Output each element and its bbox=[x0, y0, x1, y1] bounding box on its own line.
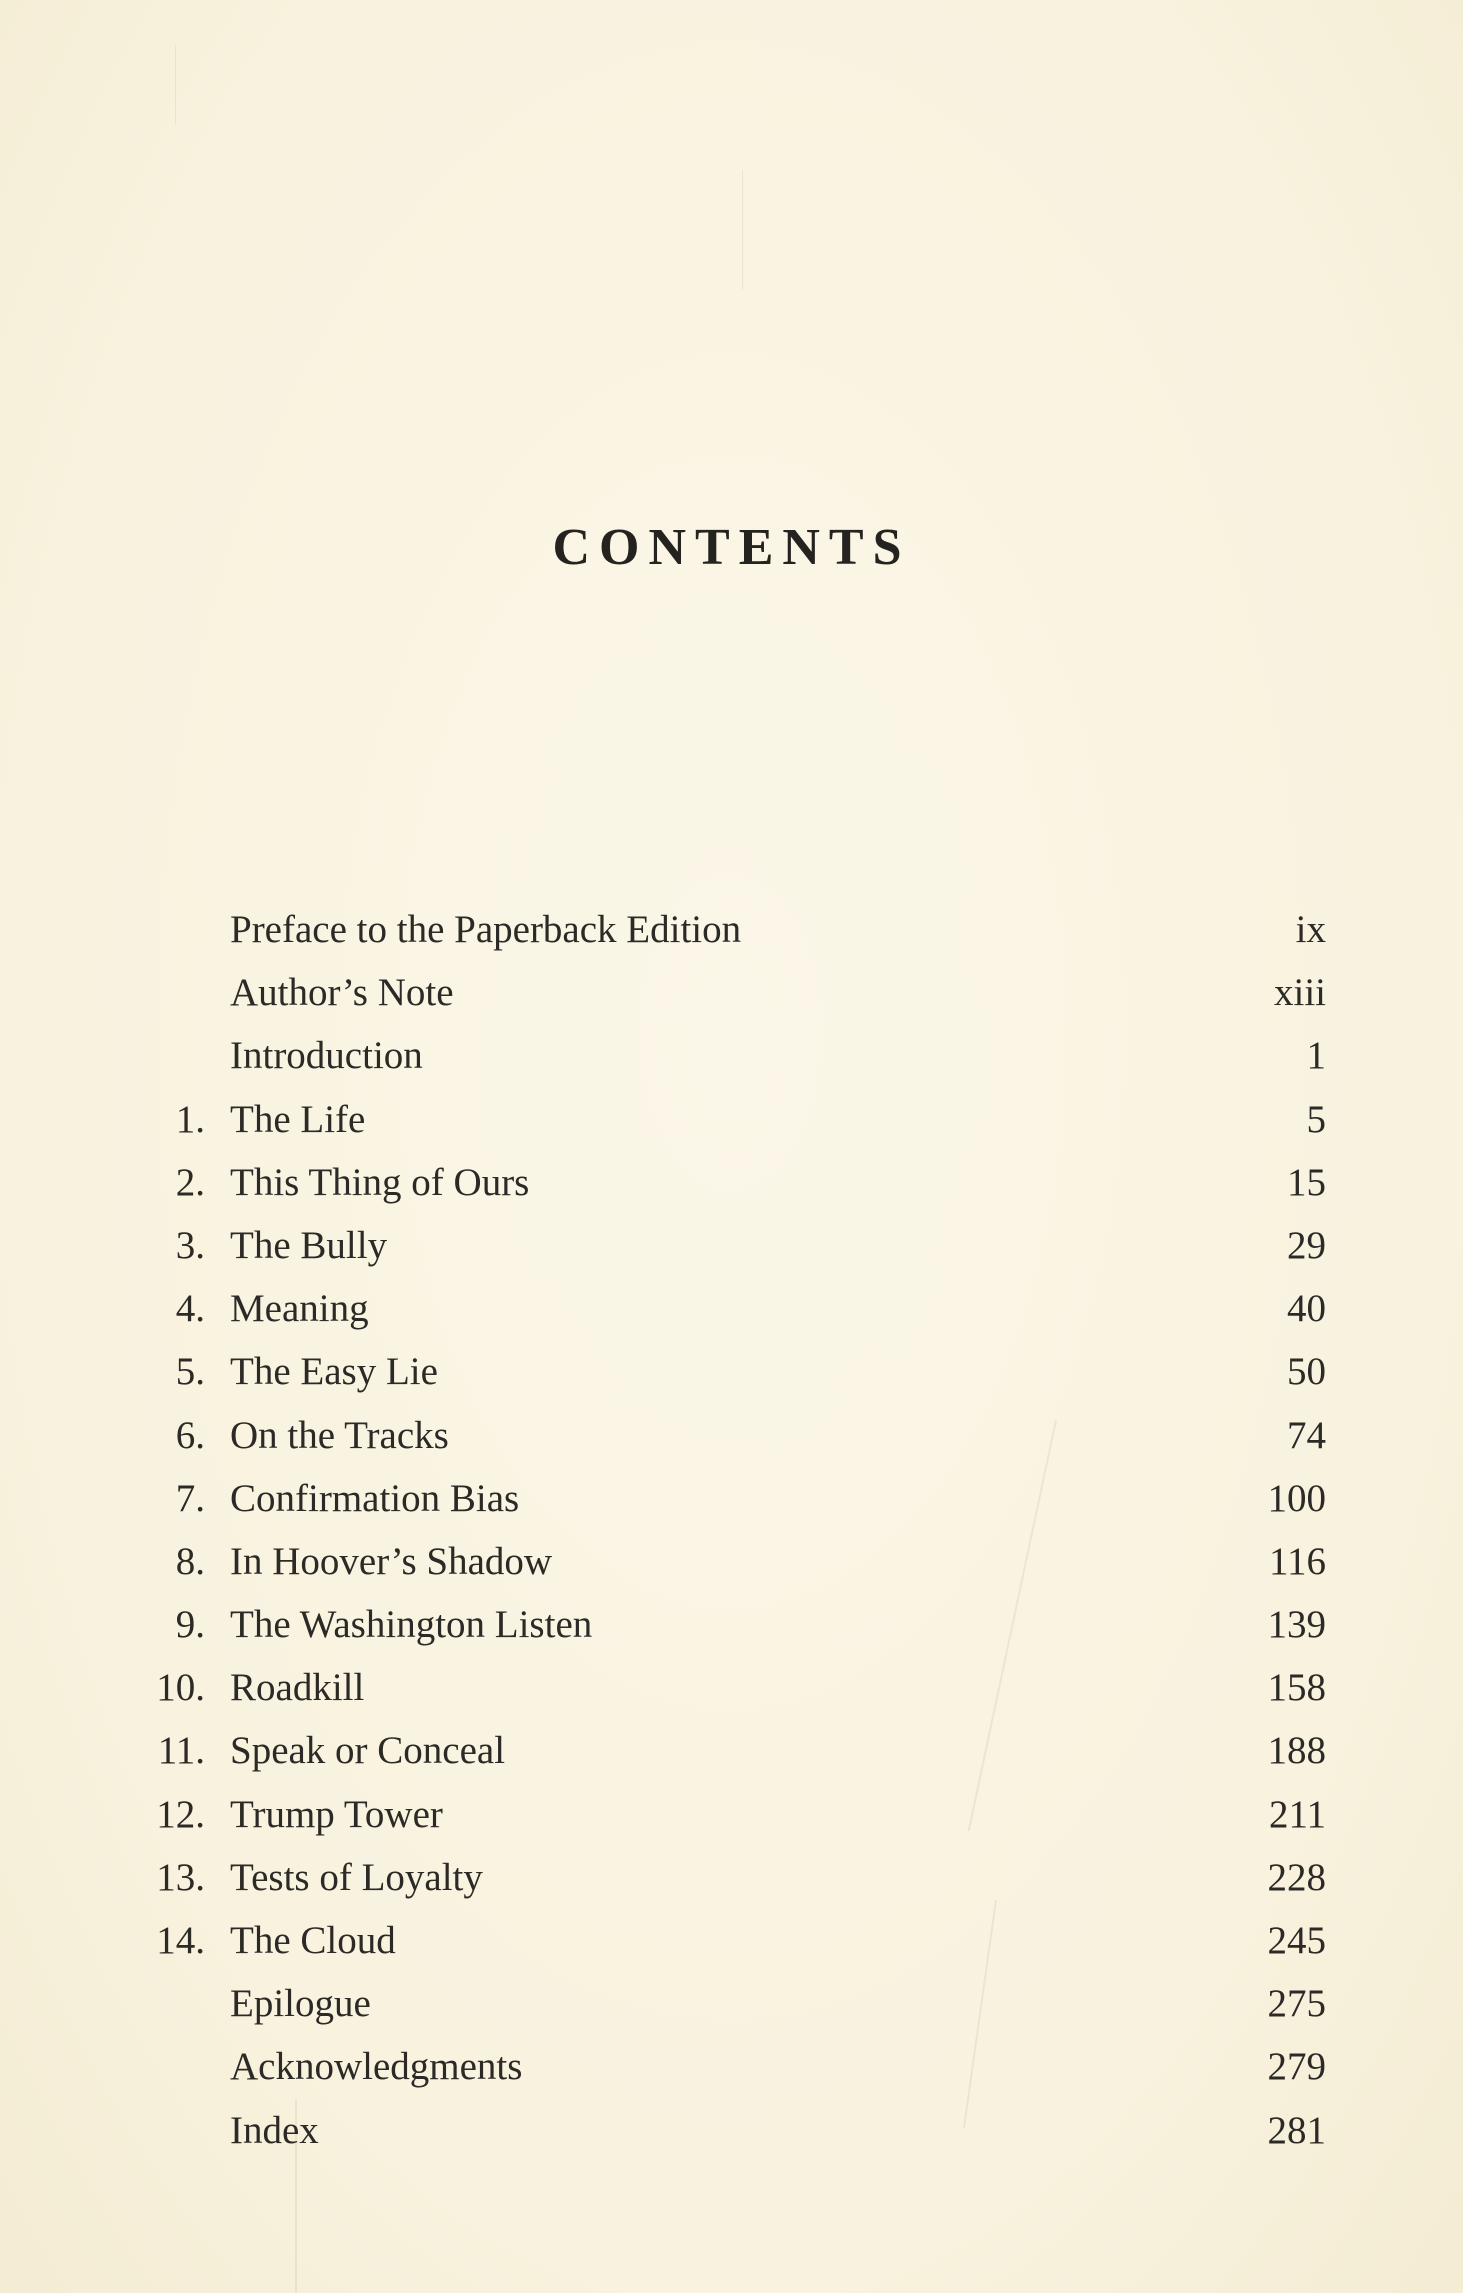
toc-entry-chapter-7[interactable] bbox=[0, 1467, 1463, 1530]
toc-entry-number: 1. bbox=[175, 1097, 205, 1141]
toc-entry-number: 7. bbox=[175, 1476, 205, 1520]
toc-entry-authors-note[interactable] bbox=[0, 961, 1463, 1024]
page-title: CONTENTS bbox=[552, 519, 911, 576]
toc-entry-chapter-12[interactable] bbox=[0, 1783, 1463, 1846]
toc-entry-number: 4. bbox=[175, 1287, 205, 1331]
toc-entry-number: 10. bbox=[156, 1666, 205, 1710]
toc-entry-page: 245 bbox=[1267, 1919, 1326, 1962]
toc-entry-chapter-6[interactable] bbox=[0, 1404, 1463, 1467]
toc-entry-number: 3. bbox=[175, 1223, 205, 1267]
toc-entry-chapter-13[interactable] bbox=[0, 1846, 1463, 1909]
toc-entry-title: Author’s Note bbox=[230, 971, 454, 1015]
toc-entry-title: Epilogue bbox=[230, 1982, 371, 2026]
toc-entry-page: 5 bbox=[1306, 1097, 1326, 1141]
toc-entry-title: Speak or Conceal bbox=[230, 1729, 506, 1773]
toc-entry-title: Roadkill bbox=[230, 1666, 365, 1710]
toc-entry-number: 9. bbox=[175, 1603, 205, 1647]
toc-entry-page: 15 bbox=[1287, 1160, 1326, 1204]
toc-entry-page: 281 bbox=[1267, 2108, 1326, 2152]
toc-entry-number: 12. bbox=[156, 1792, 205, 1836]
toc-entry-title: The Washington Listen bbox=[230, 1603, 593, 1647]
toc-entry-title: Preface to the Paperback Edition bbox=[230, 908, 742, 951]
paper-crease bbox=[742, 170, 743, 290]
toc-entry-chapter-2[interactable] bbox=[0, 1151, 1463, 1214]
toc-entry-page: 50 bbox=[1287, 1350, 1326, 1394]
toc-entry-number: 11. bbox=[157, 1729, 205, 1773]
toc-entry-title: The Cloud bbox=[230, 1919, 396, 1962]
toc-entry-page: 279 bbox=[1267, 2045, 1326, 2089]
toc-entry-page: 100 bbox=[1267, 1476, 1326, 1520]
toc-entry-chapter-10[interactable] bbox=[0, 1656, 1463, 1719]
toc-entry-page: 228 bbox=[1267, 1855, 1326, 1899]
toc-entry-title: Tests of Loyalty bbox=[230, 1855, 483, 1899]
toc-entry-title: Trump Tower bbox=[230, 1792, 443, 1836]
toc-entry-title: This Thing of Ours bbox=[230, 1160, 530, 1204]
toc-entry-chapter-11[interactable] bbox=[0, 1719, 1463, 1782]
toc-entry-number: 14. bbox=[156, 1919, 205, 1962]
paper-crease bbox=[175, 45, 176, 125]
toc-entry-page: ix bbox=[1295, 908, 1326, 951]
toc-entry-chapter-9[interactable] bbox=[0, 1593, 1463, 1656]
toc-entry-title: Meaning bbox=[230, 1287, 369, 1331]
toc-entry-index[interactable] bbox=[0, 2099, 1463, 2162]
toc-entry-page: 1 bbox=[1306, 1034, 1326, 1078]
toc-entry-page: 275 bbox=[1267, 1982, 1326, 2026]
toc-entry-page: 139 bbox=[1267, 1603, 1326, 1647]
toc-entry-number: 2. bbox=[175, 1160, 205, 1204]
toc-entry-epilogue[interactable] bbox=[0, 1972, 1463, 2035]
toc-entry-title: Acknowledgments bbox=[230, 2045, 523, 2089]
toc-entry-title: Confirmation Bias bbox=[230, 1476, 520, 1520]
toc-entry-chapter-3[interactable] bbox=[0, 1214, 1463, 1277]
toc-entry-title: The Life bbox=[230, 1097, 366, 1141]
toc-entry-page: 74 bbox=[1287, 1413, 1326, 1457]
toc-entry-chapter-14[interactable] bbox=[0, 1909, 1463, 1972]
toc-entry-page: 40 bbox=[1287, 1287, 1326, 1331]
toc-entry-number: 8. bbox=[175, 1539, 205, 1583]
toc-entry-title: On the Tracks bbox=[230, 1413, 449, 1457]
toc-entry-title: Index bbox=[230, 2108, 319, 2152]
toc-entry-title: Introduction bbox=[230, 1034, 423, 1078]
toc-entry-preface[interactable] bbox=[0, 898, 1463, 961]
toc-entry-chapter-1[interactable] bbox=[0, 1088, 1463, 1151]
toc-entry-page: 158 bbox=[1267, 1666, 1326, 1710]
toc-entry-introduction[interactable] bbox=[0, 1024, 1463, 1087]
toc-entry-chapter-4[interactable] bbox=[0, 1277, 1463, 1340]
toc-entry-number: 6. bbox=[175, 1413, 205, 1457]
toc-entry-page: 116 bbox=[1268, 1539, 1326, 1583]
toc-entry-title: The Easy Lie bbox=[230, 1350, 438, 1394]
toc-entry-chapter-5[interactable] bbox=[0, 1340, 1463, 1403]
toc-entry-page: 188 bbox=[1267, 1729, 1326, 1773]
toc-entry-page: 211 bbox=[1268, 1792, 1326, 1836]
toc-entry-title: The Bully bbox=[230, 1223, 388, 1267]
toc-entry-page: 29 bbox=[1287, 1223, 1326, 1267]
toc-entry-acknowledgments[interactable] bbox=[0, 2035, 1463, 2098]
toc-entry-number: 5. bbox=[175, 1350, 205, 1394]
toc-entry-number: 13. bbox=[156, 1855, 205, 1899]
toc-entry-title: In Hoover’s Shadow bbox=[230, 1539, 553, 1583]
table-of-contents bbox=[0, 898, 1463, 2162]
toc-entry-page: xiii bbox=[1273, 971, 1326, 1015]
toc-entry-chapter-8[interactable] bbox=[0, 1530, 1463, 1593]
